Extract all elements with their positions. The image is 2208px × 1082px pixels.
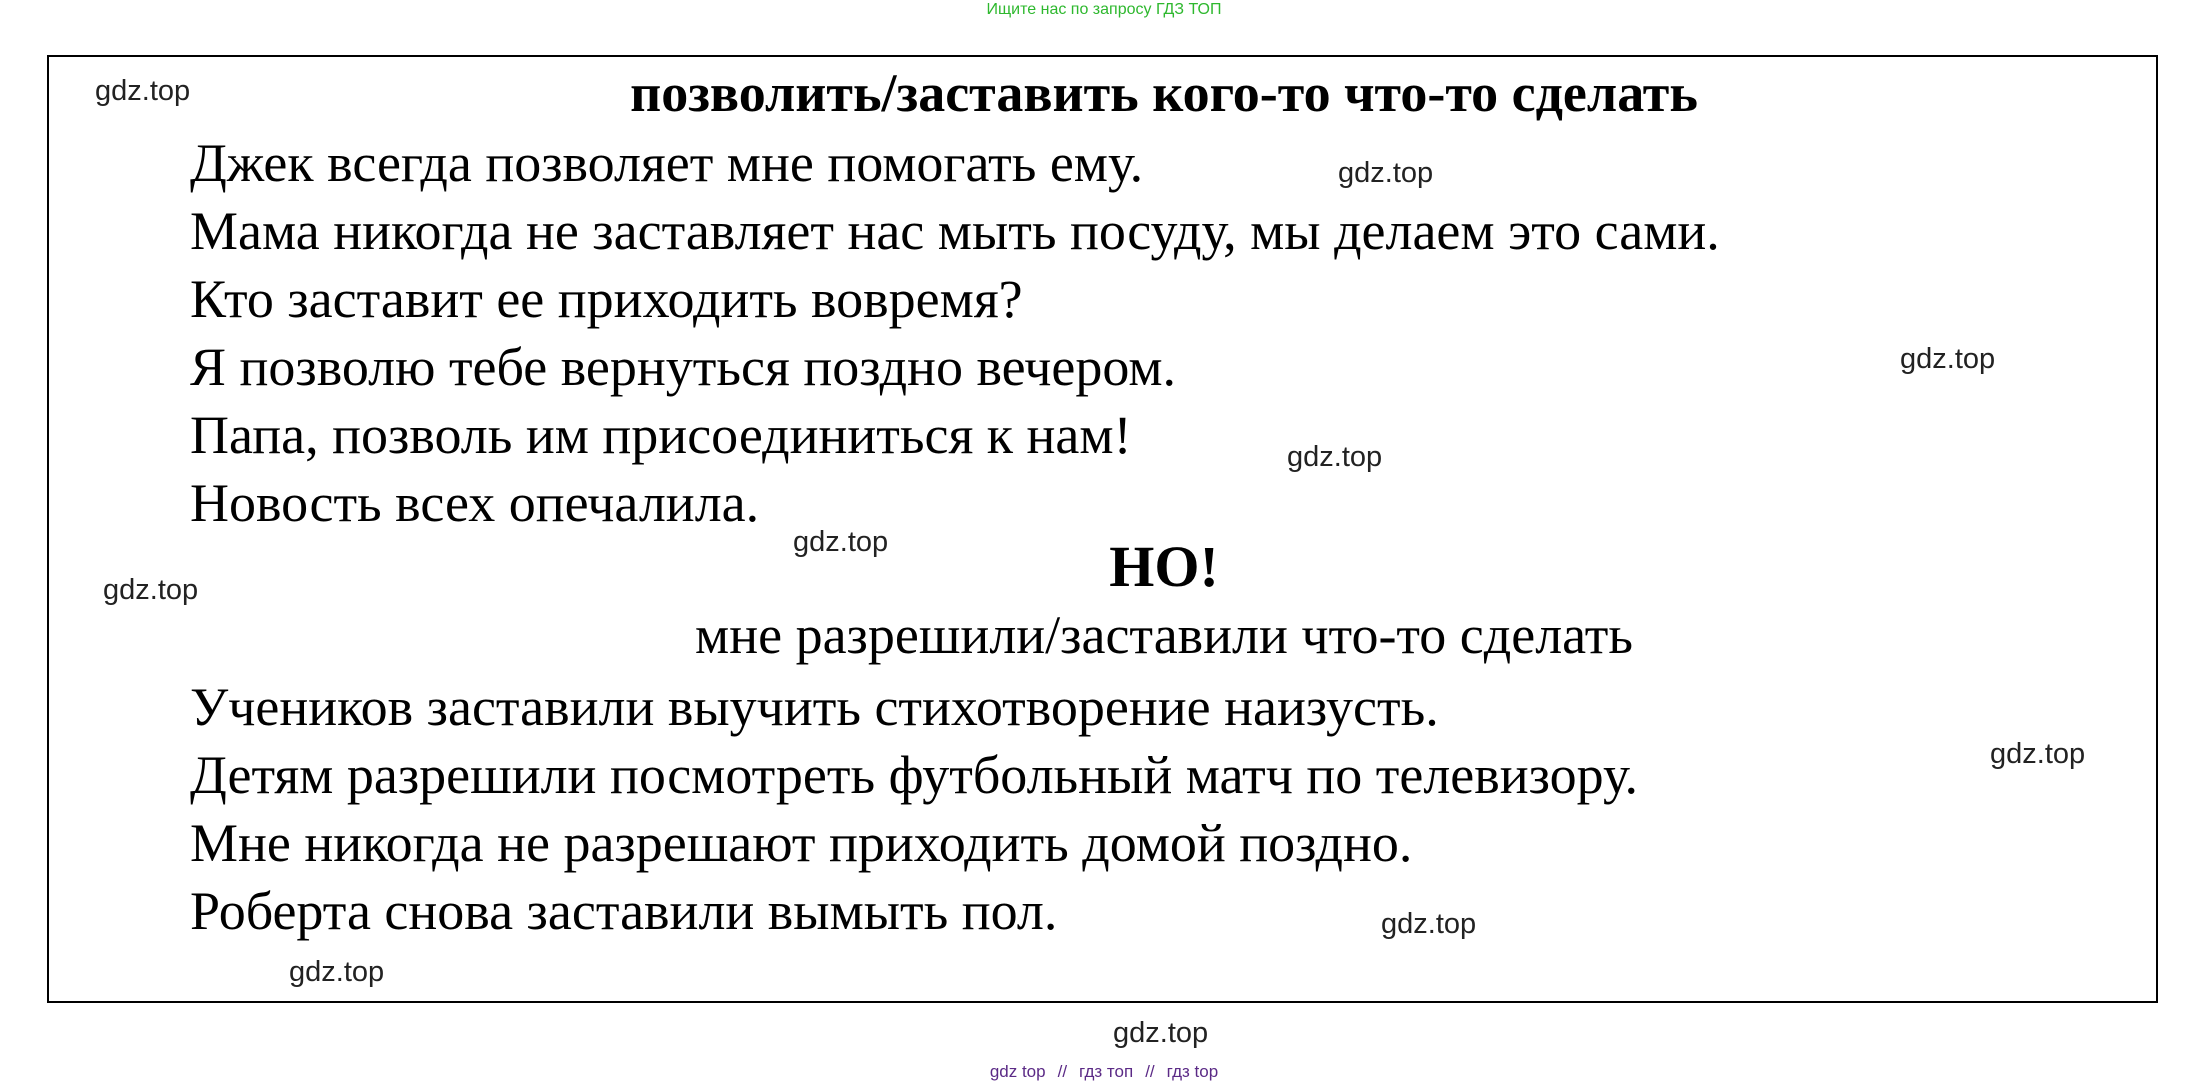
example-line: Роберта снова заставили вымыть пол. bbox=[190, 881, 1058, 941]
footer-link[interactable]: гдз top bbox=[1166, 1062, 1219, 1081]
example-line: Я позволю тебе вернуться поздно вечером. bbox=[190, 337, 1177, 397]
footer-links bbox=[0, 1062, 2208, 1082]
section2-subheading: мне разрешили/заставили что-то сделать bbox=[695, 605, 1633, 665]
section2-heading: НО! bbox=[1109, 534, 1219, 599]
watermark: gdz.top bbox=[793, 526, 889, 558]
footer-link[interactable]: gdz top bbox=[989, 1062, 1046, 1081]
watermark: gdz.top bbox=[1900, 343, 1996, 375]
footer-link[interactable]: гдз топ bbox=[1079, 1062, 1134, 1081]
watermark: gdz.top bbox=[1338, 157, 1434, 189]
example-line: Учеников заставили выучить стихотворение наизусть. bbox=[190, 677, 1439, 737]
watermark: gdz.top bbox=[289, 956, 385, 988]
watermark: gdz.top bbox=[1113, 1017, 1209, 1049]
example-line: Новость всех опечалила. bbox=[190, 473, 760, 533]
example-line: Детям разрешили посмотреть футбольный матч по телевизору. bbox=[190, 745, 1639, 805]
example-line: Мне никогда не разрешают приходить домой поздно. bbox=[190, 813, 1413, 873]
watermark: gdz.top bbox=[1381, 908, 1477, 940]
example-line: Джек всегда позволяет мне помогать ему. bbox=[190, 133, 1144, 193]
example-line: Мама никогда не заставляет нас мыть посуду, мы делаем это сами. bbox=[190, 201, 1720, 261]
watermark: gdz.top bbox=[95, 75, 191, 107]
footer-separator: // bbox=[1057, 1062, 1068, 1081]
footer-separator: // bbox=[1145, 1062, 1155, 1081]
example-line: Кто заставит ее приходить вовремя? bbox=[190, 269, 1023, 329]
watermark: gdz.top bbox=[103, 574, 199, 606]
section1-heading: позволить/заставить кого-то что-то сделать bbox=[630, 63, 1698, 123]
watermark: gdz.top bbox=[1287, 441, 1383, 473]
example-line: Папа, позволь им присоединиться к нам! bbox=[190, 405, 1132, 465]
search-banner: Ищите нас по запросу ГДЗ ТОП bbox=[986, 1, 1222, 18]
watermark: gdz.top bbox=[1990, 738, 2086, 770]
